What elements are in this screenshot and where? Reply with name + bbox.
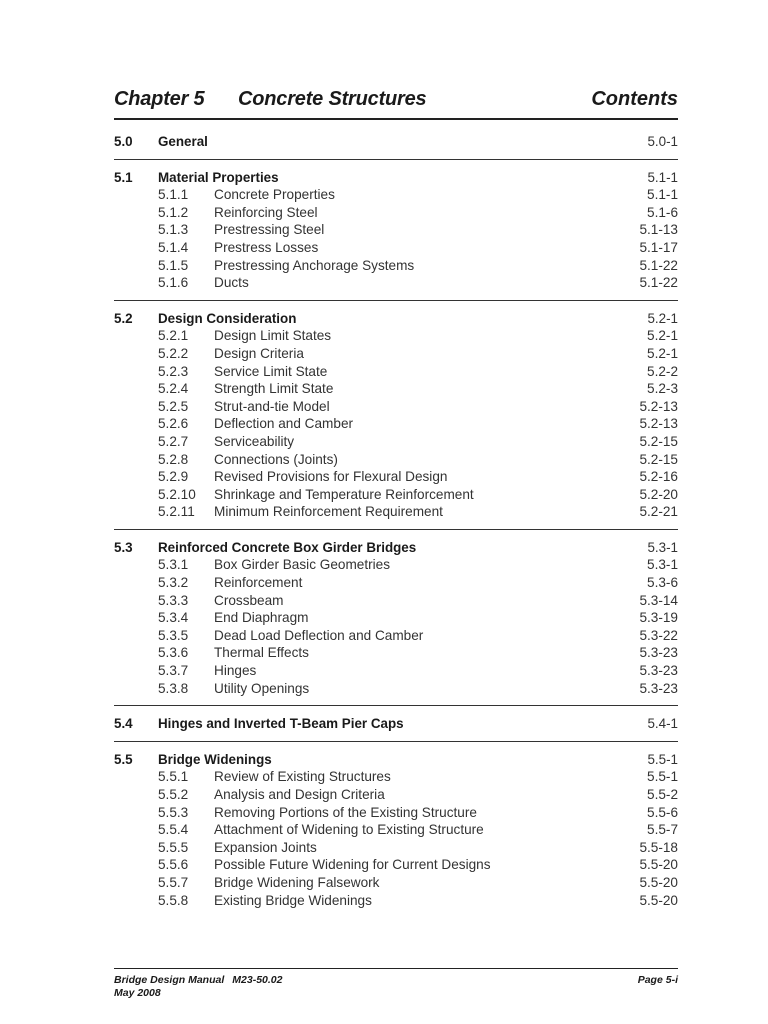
subsection-title: Strength Limit State — [214, 381, 334, 397]
subsection-page: 5.5-6 — [647, 804, 678, 820]
toc-subsection-row[interactable] — [114, 892, 678, 910]
section-number: 5.1 — [114, 169, 133, 185]
contents-label: Contents — [591, 88, 678, 110]
section-number: 5.0 — [114, 134, 133, 149]
toc-subsection-row[interactable] — [114, 874, 678, 892]
toc-subsection-row[interactable] — [114, 768, 678, 786]
footer-manual-code: M23-50.02 — [232, 974, 283, 986]
toc-subsection-row[interactable] — [114, 221, 678, 239]
subsection-number: 5.2.7 — [158, 433, 189, 449]
footer-manual — [114, 974, 678, 987]
section-page: 5.0-1 — [647, 134, 678, 149]
toc-subsection-row[interactable] — [114, 363, 678, 381]
subsection-number: 5.3.6 — [158, 645, 189, 661]
subsection-page: 5.2-1 — [647, 328, 678, 344]
subsection-page: 5.5-20 — [639, 892, 678, 908]
subsection-page: 5.2-15 — [639, 451, 678, 467]
subsection-number: 5.2.1 — [158, 328, 189, 344]
toc-subsection-row[interactable] — [114, 468, 678, 486]
toc-section — [114, 748, 678, 917]
toc-subsection-row[interactable] — [114, 574, 678, 592]
chapter-title: Concrete Structures — [238, 88, 427, 110]
subsection-number: 5.3.4 — [158, 610, 189, 626]
toc-subsection-row[interactable] — [114, 644, 678, 662]
toc-subsection-row[interactable] — [114, 486, 678, 504]
subsection-number: 5.5.5 — [158, 839, 189, 855]
chapter-heading — [114, 88, 426, 111]
toc-subsection-row[interactable] — [114, 680, 678, 698]
subsection-page: 5.3-23 — [639, 680, 678, 696]
subsection-page: 5.5-7 — [647, 822, 678, 838]
subsection-page: 5.2-13 — [639, 416, 678, 432]
toc-subsection-row[interactable] — [114, 609, 678, 627]
subsection-number: 5.3.2 — [158, 575, 189, 591]
subsection-page: 5.3-19 — [639, 610, 678, 626]
toc-section — [114, 712, 678, 742]
section-title: Material Properties — [158, 169, 279, 185]
toc-subsection-row[interactable] — [114, 257, 678, 275]
subsection-title: Connections (Joints) — [214, 451, 338, 467]
subsection-page: 5.2-1 — [647, 345, 678, 361]
section-page: 5.3-1 — [647, 539, 678, 555]
subsection-title: Shrinkage and Temperature Reinforcement — [214, 486, 474, 502]
subsection-page: 5.1-22 — [639, 275, 678, 291]
subsection-number: 5.2.3 — [158, 363, 189, 379]
subsection-page: 5.3-22 — [639, 627, 678, 643]
subsection-number: 5.2.9 — [158, 469, 189, 485]
subsection-number: 5.1.6 — [158, 275, 189, 291]
subsection-number: 5.2.10 — [158, 486, 196, 502]
subsection-title: Design Limit States — [214, 328, 332, 344]
subsection-title: Prestress Losses — [214, 239, 319, 255]
toc-section-row[interactable] — [114, 715, 678, 733]
subsection-number: 5.2.2 — [158, 345, 189, 361]
subsection-page: 5.5-2 — [647, 787, 678, 802]
subsection-title: Hinges — [214, 663, 257, 679]
subsection-number: 5.5.1 — [158, 769, 189, 785]
toc-subsection-row[interactable] — [114, 804, 678, 822]
subsection-title: Reinforcement — [214, 575, 303, 591]
table-of-contents — [114, 130, 678, 923]
toc-subsection-row[interactable] — [114, 821, 678, 839]
section-title: General — [158, 134, 208, 149]
subsection-page: 5.2-2 — [647, 363, 678, 379]
toc-subsection-row[interactable] — [114, 839, 678, 857]
toc-subsection-row[interactable] — [114, 451, 678, 469]
subsection-title: Analysis and Design Criteria — [214, 787, 385, 802]
toc-subsection-row[interactable] — [114, 239, 678, 257]
subsection-page: 5.1-1 — [647, 187, 678, 203]
subsection-number: 5.2.6 — [158, 416, 189, 432]
toc-subsection-row[interactable] — [114, 433, 678, 451]
toc-section — [114, 130, 678, 160]
subsection-page: 5.3-1 — [647, 557, 678, 573]
toc-subsection-row[interactable] — [114, 274, 678, 292]
section-page: 5.5-1 — [647, 751, 678, 767]
subsection-number: 5.1.3 — [158, 222, 189, 238]
section-page: 5.2-1 — [647, 310, 678, 326]
subsection-page: 5.1-22 — [639, 257, 678, 273]
toc-subsection-row[interactable] — [114, 786, 678, 804]
subsection-title: Crossbeam — [214, 592, 284, 608]
subsection-title: Box Girder Basic Geometries — [214, 557, 391, 573]
toc-section-row[interactable] — [114, 751, 678, 769]
section-number: 5.3 — [114, 539, 133, 555]
subsection-number: 5.5.8 — [158, 892, 189, 908]
toc-subsection-row[interactable] — [114, 204, 678, 222]
subsection-number: 5.5.7 — [158, 874, 189, 890]
subsection-title: Prestressing Anchorage Systems — [214, 257, 415, 273]
section-title: Design Consideration — [158, 310, 297, 326]
subsection-number: 5.2.11 — [158, 504, 195, 520]
subsection-number: 5.5.2 — [158, 787, 189, 802]
subsection-title: End Diaphragm — [214, 610, 309, 626]
toc-section — [114, 166, 678, 301]
subsection-number: 5.2.4 — [158, 381, 189, 397]
toc-section-row[interactable] — [114, 133, 678, 151]
subsection-number: 5.1.2 — [158, 204, 189, 220]
subsection-title: Deflection and Camber — [214, 416, 354, 432]
subsection-title: Expansion Joints — [214, 839, 317, 855]
subsection-page: 5.5-20 — [639, 874, 678, 890]
toc-subsection-row[interactable] — [114, 380, 678, 398]
subsection-title: Revised Provisions for Flexural Design — [214, 469, 448, 485]
section-number: 5.5 — [114, 751, 133, 767]
subsection-title: Dead Load Deflection and Camber — [214, 627, 424, 643]
subsection-page: 5.2-13 — [639, 398, 678, 414]
footer-manual-name: Bridge Design Manual — [114, 974, 225, 986]
page-footer — [114, 968, 678, 1000]
subsection-title: Concrete Properties — [214, 187, 335, 203]
subsection-page: 5.2-21 — [639, 504, 678, 520]
subsection-title: Thermal Effects — [214, 645, 309, 661]
section-title: Reinforced Concrete Box Girder Bridges — [158, 539, 417, 555]
subsection-number: 5.2.8 — [158, 451, 189, 467]
subsection-title: Prestressing Steel — [214, 222, 325, 238]
subsection-page: 5.2-20 — [639, 486, 678, 502]
subsection-page: 5.5-18 — [639, 839, 678, 855]
subsection-page: 5.1-17 — [639, 239, 678, 255]
subsection-page: 5.3-23 — [639, 663, 678, 679]
subsection-title: Serviceability — [214, 433, 295, 449]
toc-subsection-row[interactable] — [114, 398, 678, 416]
footer-page-number: Page 5-i — [637, 974, 678, 986]
subsection-title: Minimum Reinforcement Requirement — [214, 504, 443, 520]
section-page: 5.1-1 — [647, 169, 678, 185]
chapter-number: Chapter 5 — [114, 88, 205, 110]
subsection-number: 5.1.1 — [158, 187, 189, 203]
toc-subsection-row[interactable] — [114, 186, 678, 204]
toc-subsection-row[interactable] — [114, 327, 678, 345]
section-title: Bridge Widenings — [158, 751, 272, 767]
toc-subsection-row[interactable] — [114, 556, 678, 574]
subsection-page: 5.3-23 — [639, 645, 678, 661]
subsection-number: 5.1.4 — [158, 239, 189, 255]
subsection-page: 5.3-6 — [647, 575, 678, 591]
subsection-title: Strut-and-tie Model — [214, 398, 330, 414]
subsection-title: Attachment of Widening to Existing Structure — [214, 822, 484, 838]
toc-section — [114, 536, 678, 706]
subsection-page: 5.2-15 — [639, 433, 678, 449]
toc-subsection-row[interactable] — [114, 345, 678, 363]
subsection-number: 5.5.6 — [158, 857, 189, 873]
subsection-title: Service Limit State — [214, 363, 328, 379]
section-number: 5.4 — [114, 716, 133, 732]
subsection-number: 5.5.3 — [158, 804, 189, 820]
subsection-number: 5.2.5 — [158, 398, 189, 414]
subsection-page: 5.2-3 — [647, 381, 678, 397]
toc-subsection-row[interactable] — [114, 503, 678, 521]
toc-subsection-row[interactable] — [114, 592, 678, 610]
subsection-page: 5.1-13 — [639, 222, 678, 238]
subsection-number: 5.1.5 — [158, 257, 189, 273]
chapter-header — [114, 88, 678, 120]
section-page: 5.4-1 — [647, 716, 678, 732]
subsection-number: 5.3.8 — [158, 680, 189, 696]
subsection-page: 5.2-16 — [639, 469, 678, 485]
subsection-page: 5.1-6 — [647, 204, 678, 220]
toc-section-row[interactable] — [114, 169, 678, 187]
subsection-number: 5.3.7 — [158, 663, 189, 679]
toc-section-row[interactable] — [114, 310, 678, 328]
subsection-title: Bridge Widening Falsework — [214, 874, 380, 890]
toc-section-row[interactable] — [114, 539, 678, 557]
subsection-title: Design Criteria — [214, 345, 304, 361]
subsection-title: Utility Openings — [214, 680, 310, 696]
subsection-number: 5.3.3 — [158, 592, 189, 608]
subsection-number: 5.3.1 — [158, 557, 189, 573]
subsection-title: Existing Bridge Widenings — [214, 892, 372, 908]
subsection-number: 5.3.5 — [158, 627, 189, 643]
toc-section — [114, 307, 678, 530]
subsection-page: 5.3-14 — [639, 592, 678, 608]
toc-subsection-row[interactable] — [114, 662, 678, 680]
subsection-title: Reinforcing Steel — [214, 204, 318, 220]
toc-subsection-row[interactable] — [114, 415, 678, 433]
subsection-number: 5.5.4 — [158, 822, 189, 838]
toc-subsection-row[interactable] — [114, 627, 678, 645]
subsection-title: Review of Existing Structures — [214, 769, 391, 785]
section-number: 5.2 — [114, 310, 133, 326]
footer-date: May 2008 — [114, 987, 161, 999]
subsection-title: Ducts — [214, 275, 249, 291]
subsection-title: Removing Portions of the Existing Structure — [214, 804, 477, 820]
toc-subsection-row[interactable] — [114, 856, 678, 874]
subsection-page: 5.5-20 — [639, 857, 678, 873]
subsection-page: 5.5-1 — [647, 769, 678, 785]
section-title: Hinges and Inverted T-Beam Pier Caps — [158, 716, 404, 732]
subsection-title: Possible Future Widening for Current Designs — [214, 857, 491, 873]
